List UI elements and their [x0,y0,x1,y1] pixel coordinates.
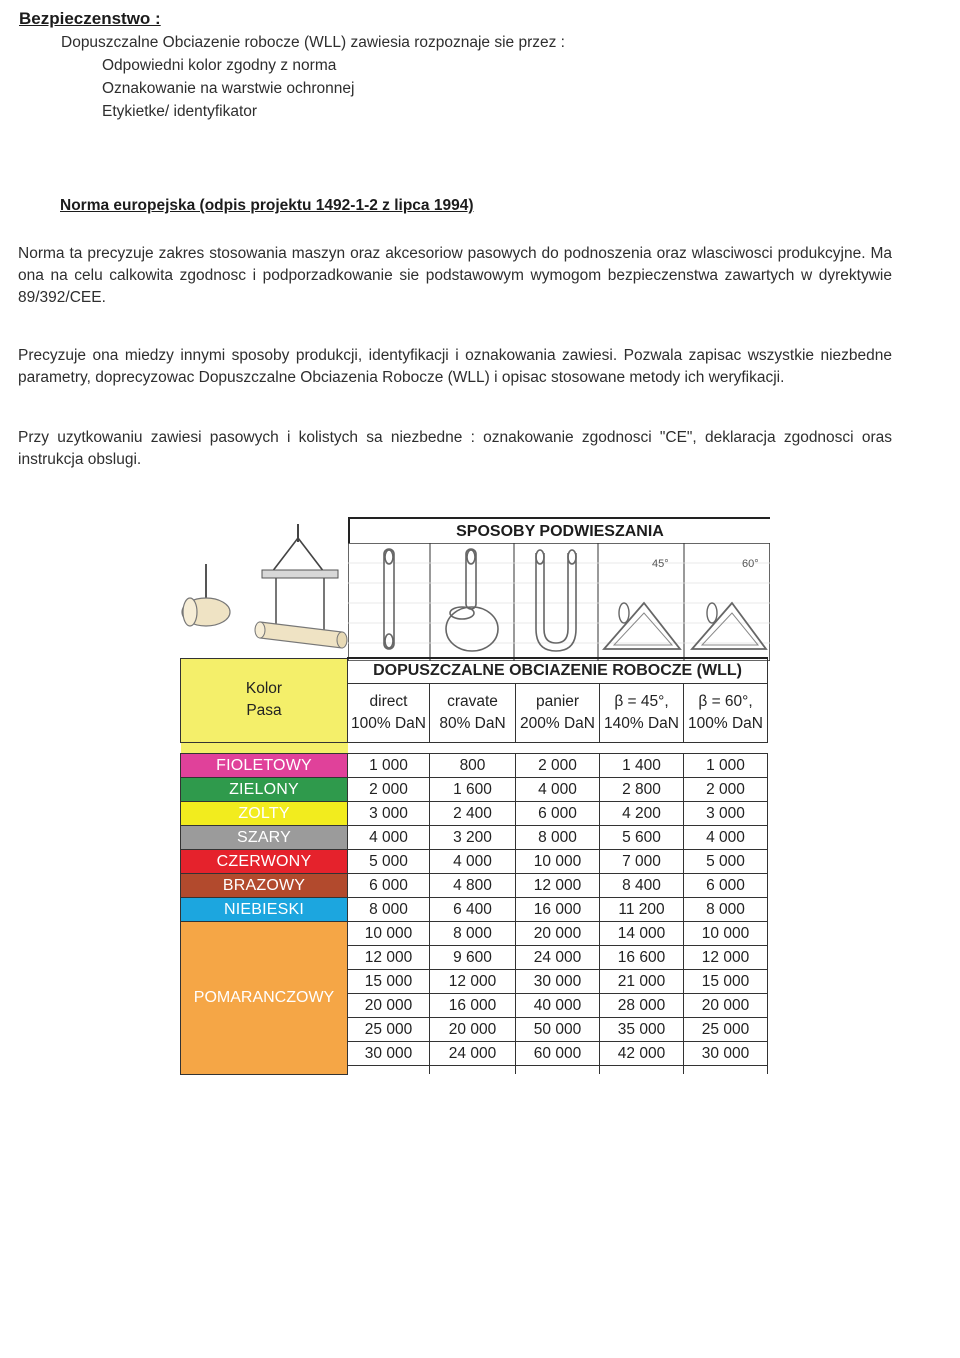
column-header [516,684,600,743]
table-row [181,922,768,946]
wll-value-cell: 16 000 [516,898,600,922]
wll-value-cell: 12 000 [684,946,768,970]
wll-table-title: DOPUSZCZALNE OBCIAZENIE ROBOCZE (WLL) [348,658,768,684]
wll-value-cell: 20 000 [516,922,600,946]
wll-value-cell: 20 000 [684,994,768,1018]
wll-value-cell: 4 000 [684,826,768,850]
column-name: β = 45°, [614,693,669,710]
wll-value-cell: 2 800 [600,778,684,802]
column-header [430,684,516,743]
wll-value-cell: 2 000 [684,778,768,802]
wll-value-cell: 28 000 [600,994,684,1018]
wll-value-cell: 3 000 [348,802,430,826]
sling-color-cell: CZERWONY [181,850,348,874]
wll-value-cell: 16 000 [430,994,516,1018]
pasa-label: Pasa [246,702,282,720]
wll-value-cell: 42 000 [600,1042,684,1066]
column-header [348,684,430,743]
table-row [181,826,768,850]
wll-value-cell: 5 000 [348,850,430,874]
wll-value-cell: 35 000 [600,1018,684,1042]
wll-value-cell: 24 000 [430,1042,516,1066]
safety-item: Odpowiedni kolor zgodny z norma [102,57,337,74]
wll-value-cell: 30 000 [684,1042,768,1066]
table-row [181,898,768,922]
table-row [181,754,768,778]
wll-value-cell: 60 000 [516,1042,600,1066]
wll-value-cell: 1 000 [348,754,430,778]
sling-color-cell: SZARY [181,826,348,850]
column-name: β = 60°, [698,693,753,710]
sling-color-cell: ZOLTY [181,802,348,826]
column-factor: 100% DaN [688,715,763,732]
wll-table [180,657,768,1075]
sling-color-cell: POMARANCZOWY [181,922,348,1075]
column-factor: 80% DaN [439,715,506,732]
wll-value-cell: 1 000 [684,754,768,778]
wll-value-cell: 7 000 [600,850,684,874]
wll-value-cell: 30 000 [348,1042,430,1066]
header-gap-row [181,743,768,754]
column-factor: 100% DaN [351,715,426,732]
wll-value-cell: 1 400 [600,754,684,778]
wll-value-cell: 800 [430,754,516,778]
wll-value-cell: 4 800 [430,874,516,898]
column-factor: 140% DaN [604,715,679,732]
wll-value-cell: 10 000 [516,850,600,874]
column-name: panier [535,693,580,710]
wll-value-cell: 12 000 [430,970,516,994]
sling-color-cell: FIOLETOWY [181,754,348,778]
wll-value-cell: 40 000 [516,994,600,1018]
slinging-methods-header [348,517,770,545]
wll-value-cell: 8 000 [430,922,516,946]
norm-paragraph: Norma ta precyzuje zakres stosowania maszyn oraz akcesoriow pasowych do podnoszenia oraz wlasciwosci produkcyjne. Ma ona na celu calkowita zgodnosc i podporzadkowanie sie podstawowym wymogom bezpieczenstwa zawartych w dyrektywie 89/392/CEE. [18,245,892,306]
wll-value-cell: 2 000 [348,778,430,802]
wll-value-cell: 15 000 [348,970,430,994]
norm-title: Norma europejska (odpis projektu 1492-1-2 z lipca 1994) [60,197,474,214]
norm-paragraph: Przy uzytkowaniu zawiesi pasowych i kolistych sa niezbedne : oznakowanie zgodnosci "CE", deklaracja zgodnosci oras instrukcja obslugi. [18,429,892,468]
wll-value-cell: 8 000 [348,898,430,922]
wll-value-cell: 2 000 [516,754,600,778]
table-row [181,874,768,898]
wll-value-cell: 21 000 [600,970,684,994]
wll-value-cell: 3 200 [430,826,516,850]
wll-value-cell: 6 000 [348,874,430,898]
wll-value-cell: 5 600 [600,826,684,850]
norm-paragraph: Precyzuje ona miedzy innymi sposoby produkcji, identyfikacji i oznakowania zawiesi. Pozwala zapisac wszystkie niezbedne parametry, doprecyzowac Dopuszczalne Obciazenia Robocze (WLL) i opisac stosowane metody ich weryfikacji. [18,347,892,386]
wll-value-cell: 14 000 [600,922,684,946]
wll-value-cell: 50 000 [516,1018,600,1042]
wll-value-cell: 9 600 [430,946,516,970]
wll-value-cell: 12 000 [516,874,600,898]
wll-value-cell: 25 000 [684,1018,768,1042]
column-name: cravate [447,693,498,710]
wll-value-cell: 3 000 [684,802,768,826]
wll-value-cell: 5 000 [684,850,768,874]
wll-value-cell: 2 400 [430,802,516,826]
table-row [181,850,768,874]
wll-value-cell: 30 000 [516,970,600,994]
wll-value-cell: 8 000 [684,898,768,922]
safety-item: Oznakowanie na warstwie ochronnej [102,80,355,97]
column-header [684,684,768,743]
wll-value-cell: 8 000 [516,826,600,850]
safety-item: Etykietke/ identyfikator [102,103,258,120]
lifting-scene-illustration [176,520,348,656]
safety-heading: Bezpieczenstwo : [19,9,161,28]
wll-value-cell: 20 000 [430,1018,516,1042]
wll-value-cell: 8 400 [600,874,684,898]
wll-value-cell: 24 000 [516,946,600,970]
wll-value-cell: 6 000 [516,802,600,826]
column-factor: 200% DaN [520,715,595,732]
column-name: direct [369,693,408,710]
wll-value-cell: 20 000 [348,994,430,1018]
wll-value-cell: 16 600 [600,946,684,970]
wll-value-cell: 1 600 [430,778,516,802]
wll-value-cell: 4 000 [430,850,516,874]
table-row [181,778,768,802]
wll-value-cell: 6 400 [430,898,516,922]
kolor-pasa-header [181,658,348,743]
wll-value-cell: 4 000 [516,778,600,802]
wll-value-cell: 15 000 [684,970,768,994]
wll-value-cell: 11 200 [600,898,684,922]
wll-value-cell: 6 000 [684,874,768,898]
kolor-label: Kolor [245,680,283,698]
slinging-methods-title: SPOSOBY PODWIESZANIA [456,523,664,540]
sling-color-cell: BRAZOWY [181,874,348,898]
wll-value-cell: 25 000 [348,1018,430,1042]
wll-value-cell: 10 000 [684,922,768,946]
wll-value-cell: 10 000 [348,922,430,946]
slinging-methods-pictures [348,543,770,661]
angle-60-label: 60° [742,558,759,570]
sling-color-cell: NIEBIESKI [181,898,348,922]
angle-45-label: 45° [652,558,669,570]
wll-value-cell: 12 000 [348,946,430,970]
column-header [600,684,684,743]
sling-color-cell: ZIELONY [181,778,348,802]
safety-intro: Dopuszczalne Obciazenie robocze (WLL) zawiesia rozpoznaje sie przez : [61,34,565,51]
table-row [181,802,768,826]
wll-value-cell: 4 200 [600,802,684,826]
wll-value-cell: 4 000 [348,826,430,850]
